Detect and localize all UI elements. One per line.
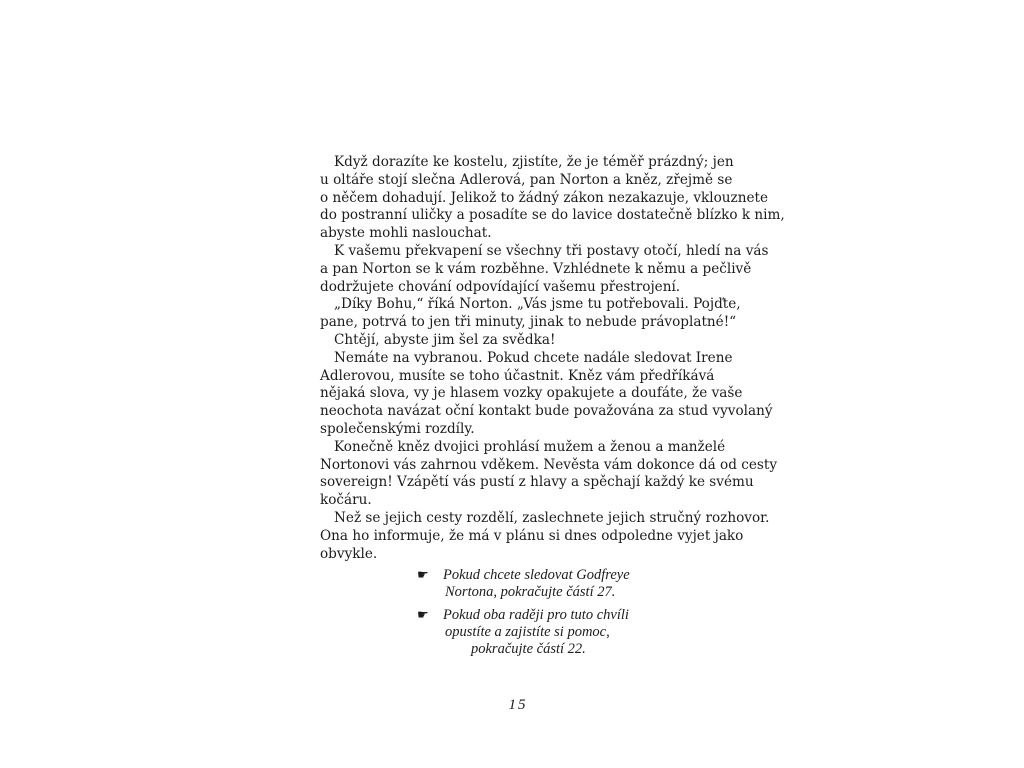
paragraph-line: u oltáře stojí slečna Adlerová, pan Norton a kněz, zřejmě se [320, 171, 733, 188]
paragraph-line: Než se jejich cesty rozdělí, zaslechnete jejich stručný rozhovor. [334, 509, 770, 526]
paragraph-line: nějaká slova, vy je hlasem vozky opakujete a doufáte, že vaše [320, 385, 743, 402]
body-text [320, 154, 785, 563]
choice-line: pokračujte částí 22. [471, 641, 586, 657]
paragraph-line: Chtějí, abyste jim šel za svědka! [334, 331, 556, 348]
choice-option [405, 567, 655, 601]
pointing-hand-icon: ☛ [417, 568, 429, 583]
paragraph-line: Adlerovou, musíte se toho účastnit. Kněz vám předříkává [320, 367, 715, 384]
paragraph-line: do postranní uličky a posadíte se do lavice dostatečně blízko k nim, [320, 207, 785, 224]
choice-line: Pokud chcete sledovat Godfreye [443, 567, 630, 583]
choice-line: Pokud oba raději pro tuto chvíli [443, 607, 629, 623]
paragraph-line: obvykle. [320, 545, 378, 562]
pointing-hand-icon: ☛ [417, 608, 429, 623]
paragraph-line: abyste mohli naslouchat. [320, 225, 492, 242]
paragraph-line: Nortonovi vás zahrnou vděkem. Nevěsta vám dokonce dá od cesty [320, 456, 778, 473]
paragraph-line: o něčem dohadují. Jelikož to žádný zákon nezakazuje, vklouznete [320, 189, 769, 206]
paragraph-line: neochota navázat oční kontakt bude považována za stud vyvolaný [320, 403, 773, 420]
paragraph-line: pane, potrvá to jen tři minuty, jinak to nebude právoplatné!“ [320, 314, 737, 331]
paragraph-line: Nemáte na vybranou. Pokud chcete nadále sledovat Irene [334, 349, 733, 366]
choice-list [405, 567, 655, 664]
paragraph-line: dodržujete chování odpovídající vašemu přestrojení. [320, 278, 681, 295]
paragraph-line: sovereign! Vzápětí vás pustí z hlavy a spěchají každý ke svému [320, 474, 754, 491]
paragraph-line: K vašemu překvapení se všechny tři postavy otočí, hledí na vás [334, 242, 769, 259]
paragraph-line: a pan Norton se k vám rozběhne. Vzhlédnete k němu a pečlivě [320, 260, 752, 277]
paragraph-line: Když dorazíte ke kostelu, zjistíte, že je téměř prázdný; jen [334, 154, 734, 170]
paragraph-line: Konečně kněz dvojici prohlásí mužem a ženou a manželé [334, 438, 726, 455]
choice-option [405, 607, 655, 658]
paragraph-line: Ona ho informuje, že má v plánu si dnes odpoledne vyjet jako [320, 527, 744, 544]
paragraph-line: „Díky Bohu,“ říká Norton. „Vás jsme tu potřebovali. Pojďte, [334, 296, 741, 313]
paragraph-line: kočáru. [320, 492, 372, 509]
page-number: 15 [508, 697, 528, 713]
choice-line: opustíte a zajistíte si pomoc, [445, 624, 610, 640]
paragraph-line: společenskými rozdíly. [320, 420, 475, 437]
choice-line: Nortona, pokračujte částí 27. [445, 584, 616, 600]
